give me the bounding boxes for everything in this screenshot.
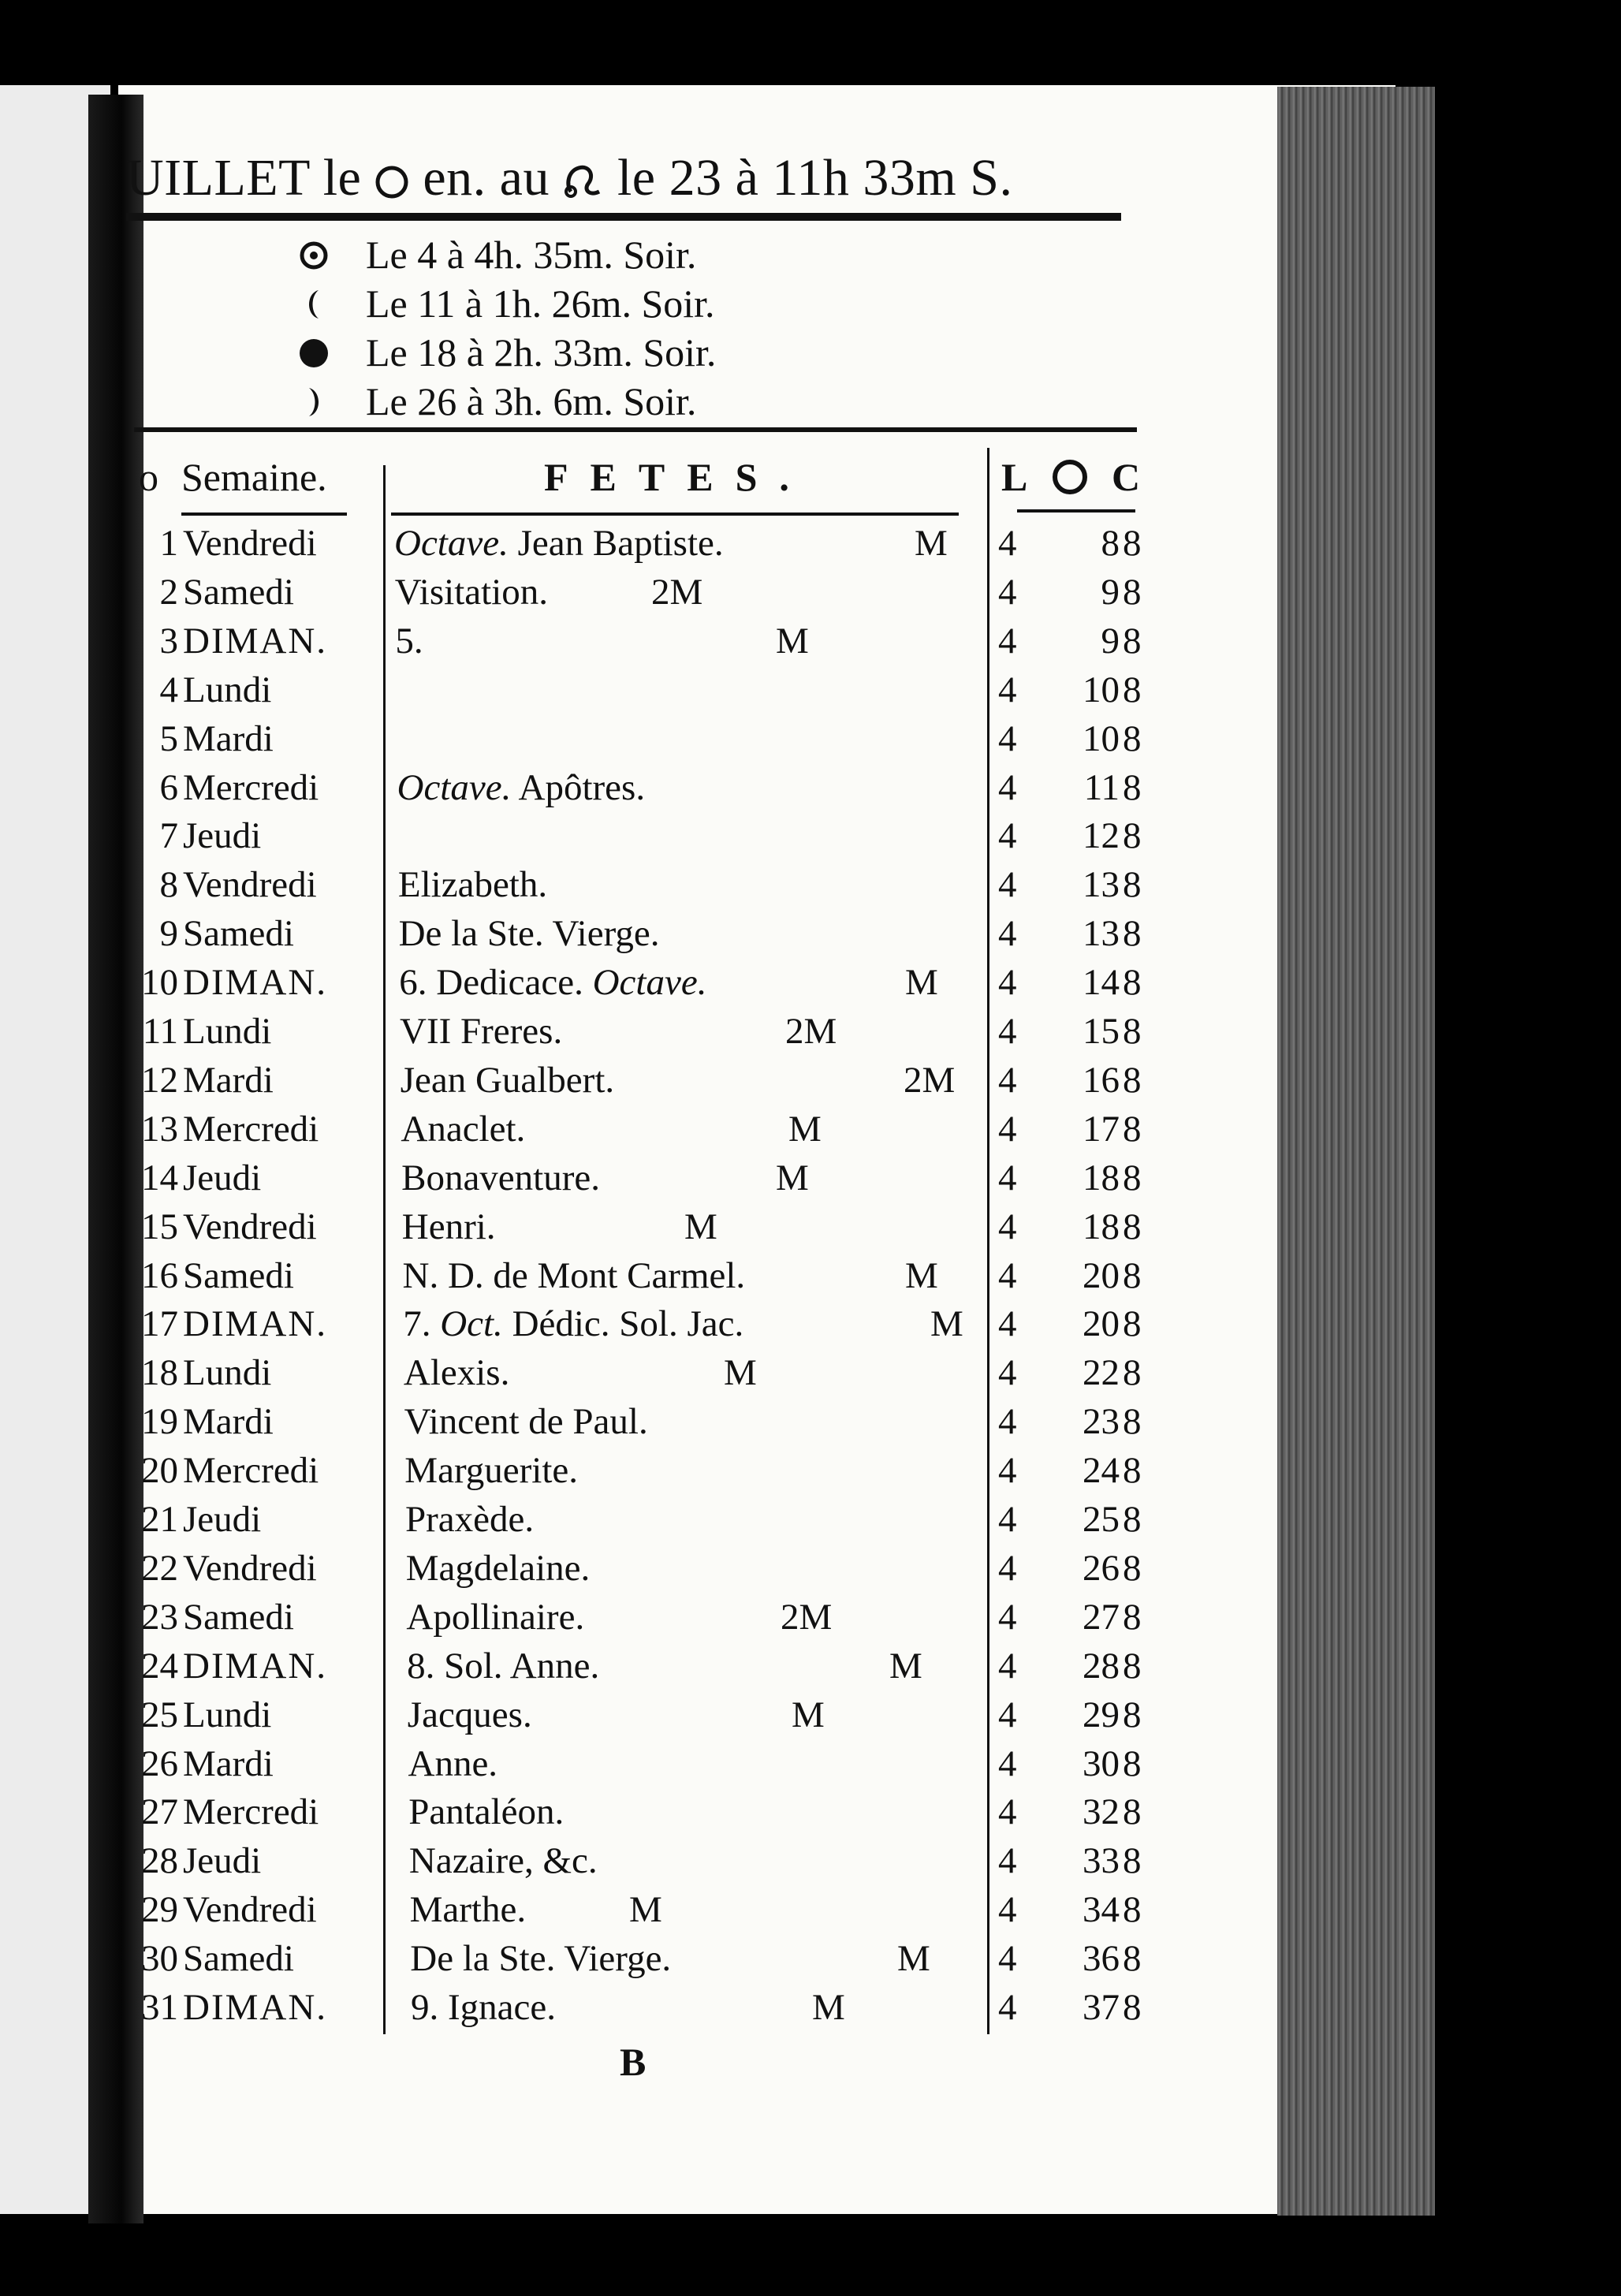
phase-text: Le 11 à 1h. 26m. Soir. [366, 281, 715, 326]
day-number: 26 [141, 1743, 178, 1784]
sun-value: 27 [1083, 1597, 1120, 1638]
c-value: 8 [1123, 1597, 1142, 1638]
calendar-row [0, 1645, 1621, 1694]
mass-mark: M [788, 1109, 822, 1150]
mass-mark: 2M [651, 572, 703, 613]
feast-cell [394, 522, 724, 565]
l-value: 4 [998, 1011, 1017, 1052]
feast-name: Dédic. Sol. Jac. [512, 1303, 744, 1344]
c-value: 8 [1123, 1938, 1142, 1979]
sun-value: 12 [1083, 815, 1120, 856]
column-header-feasts: FETES. [544, 455, 811, 499]
day-number: 15 [141, 1206, 178, 1247]
feast-name: 6. Dedicace. [399, 962, 583, 1003]
mass-mark: M [724, 1352, 757, 1393]
c-value: 8 [1123, 572, 1142, 613]
c-value: 8 [1123, 1157, 1142, 1198]
sun-value: 30 [1083, 1743, 1120, 1784]
feast-cell [404, 1351, 509, 1394]
sun-value: 28 [1083, 1646, 1120, 1687]
feast-cell [408, 1694, 532, 1736]
feast-cell [401, 1157, 600, 1199]
feast-cell [405, 1498, 534, 1541]
mass-mark: 2M [781, 1597, 833, 1638]
l-value: 4 [998, 1255, 1017, 1296]
weekday: Vendredi [183, 1548, 317, 1589]
weekday: Mercredi [183, 767, 319, 808]
feast-name: De la Ste. Vierge. [398, 913, 660, 954]
day-number: 4 [159, 669, 178, 710]
calendar-row [0, 1206, 1621, 1254]
weekday: Vendredi [183, 523, 317, 564]
feast-name: Visitation. [394, 572, 548, 613]
feast-cell [409, 1839, 598, 1882]
weekday: Mardi [183, 1743, 274, 1784]
calendar-row [0, 814, 1621, 863]
weekday: Vendredi [183, 864, 317, 905]
feast-name: Alexis. [403, 1352, 510, 1393]
day-number: 13 [141, 1109, 178, 1150]
l-value: 4 [998, 1060, 1017, 1101]
sun-value: 9 [1101, 572, 1120, 613]
feast-cell [398, 863, 547, 906]
day-number: 6 [159, 767, 178, 808]
sun-value: 24 [1083, 1450, 1120, 1491]
day-number: 24 [141, 1646, 178, 1687]
c-value: 8 [1123, 767, 1142, 808]
day-number: 22 [141, 1548, 178, 1589]
feast-cell [406, 1596, 584, 1638]
feast-name: Henri. [401, 1206, 496, 1247]
l-value: 4 [998, 1109, 1017, 1150]
column-header-c: C [1112, 455, 1141, 499]
full-moon-icon [298, 240, 330, 271]
feast-octave: Octave. [394, 523, 509, 564]
calendar-row [0, 522, 1621, 571]
calendar-row [0, 1254, 1621, 1303]
l-value: 4 [998, 1743, 1017, 1784]
l-value: 4 [998, 1694, 1017, 1735]
sun-icon [375, 148, 409, 208]
sun-value: 16 [1083, 1060, 1120, 1101]
calendar-row [0, 571, 1621, 620]
weekday: DIMAN. [183, 962, 328, 1003]
c-value: 8 [1123, 1889, 1142, 1930]
c-value: 8 [1123, 1011, 1142, 1052]
feast-name: Vincent de Paul. [404, 1401, 648, 1442]
c-value: 8 [1123, 1791, 1142, 1832]
day-number: 21 [141, 1499, 178, 1540]
l-value: 4 [998, 864, 1017, 905]
calendar-row [0, 1157, 1621, 1206]
c-value: 8 [1123, 523, 1142, 564]
l-value: 4 [998, 1401, 1017, 1442]
feast-name: 5. [395, 621, 423, 662]
sun-value: 10 [1083, 718, 1120, 759]
weekday: Lundi [183, 1011, 272, 1052]
mass-mark: M [776, 621, 809, 662]
l-value: 4 [998, 1840, 1017, 1881]
weekday: DIMAN. [183, 1987, 328, 2028]
l-value: 4 [998, 1548, 1017, 1589]
feast-name: Magdelaine. [405, 1548, 591, 1589]
day-number: 23 [141, 1597, 178, 1638]
mass-mark: M [629, 1889, 662, 1930]
sun-value: 13 [1083, 913, 1120, 954]
mass-mark: M [889, 1646, 922, 1687]
calendar-row [0, 1547, 1621, 1596]
feast-cell [408, 1791, 564, 1833]
feast-name: Jean Baptiste. [517, 523, 724, 564]
sun-value: 11 [1083, 767, 1120, 808]
weekday: Mardi [183, 718, 274, 759]
c-value: 8 [1123, 1303, 1142, 1344]
l-value: 4 [998, 1597, 1017, 1638]
feast-cell [410, 1937, 671, 1980]
l-value: 4 [998, 1938, 1017, 1979]
sun-value: 15 [1083, 1011, 1120, 1052]
feast-octave: Oct. [440, 1303, 503, 1344]
day-number: 19 [141, 1401, 178, 1442]
calendar-row [0, 1596, 1621, 1645]
l-value: 4 [998, 572, 1017, 613]
weekday: Vendredi [183, 1206, 317, 1247]
day-number: 30 [141, 1938, 178, 1979]
l-value: 4 [998, 523, 1017, 564]
calendar-row [0, 1303, 1621, 1351]
calendar-row [0, 1108, 1621, 1157]
mass-mark: M [792, 1694, 825, 1735]
day-number: 31 [141, 1987, 178, 2028]
feast-name: De la Ste. Vierge. [410, 1938, 672, 1979]
c-value: 8 [1123, 1401, 1142, 1442]
sun-value: 17 [1083, 1109, 1120, 1150]
sun-value: 10 [1083, 669, 1120, 710]
l-value: 4 [998, 1206, 1017, 1247]
weekday: Mardi [183, 1060, 274, 1101]
c-value: 8 [1123, 913, 1142, 954]
c-value: 8 [1123, 1840, 1142, 1881]
weekday: Jeudi [183, 1157, 262, 1198]
feast-name: Jacques. [407, 1694, 532, 1735]
day-number: 14 [141, 1157, 178, 1198]
weekday: Jeudi [183, 815, 262, 856]
calendar-row [0, 718, 1621, 766]
weekday: Vendredi [183, 1889, 317, 1930]
feast-cell [395, 571, 548, 613]
feast-cell [407, 1645, 599, 1687]
feast-name: Elizabeth. [397, 864, 548, 905]
calendar-row [0, 1937, 1621, 1986]
weekday: Samedi [183, 572, 294, 613]
weekday: Mercredi [183, 1791, 319, 1832]
last-quarter-icon [298, 289, 330, 320]
c-value: 8 [1123, 1450, 1142, 1491]
l-value: 4 [998, 962, 1017, 1003]
calendar-row [0, 1742, 1621, 1791]
day-number: 12 [141, 1060, 178, 1101]
l-value: 4 [998, 1450, 1017, 1491]
column-header-sun [1050, 454, 1090, 500]
weekday: DIMAN. [183, 621, 328, 662]
feast-cell [411, 1986, 556, 2029]
feast-name: Anaclet. [401, 1109, 526, 1150]
phase-text: Le 26 à 3h. 6m. Soir. [366, 379, 697, 423]
day-number: 9 [159, 913, 178, 954]
feast-cell [395, 620, 423, 662]
c-value: 8 [1123, 1499, 1142, 1540]
day-number: 5 [159, 718, 178, 759]
feast-name: Praxède. [405, 1499, 535, 1540]
c-value: 8 [1123, 1206, 1142, 1247]
c-value: 8 [1123, 621, 1142, 662]
weekday: Samedi [183, 913, 294, 954]
feast-cell [399, 961, 706, 1004]
feasts-header-rule [391, 512, 959, 516]
mass-mark: 2M [904, 1060, 956, 1101]
feast-name: 8. Sol. Anne. [407, 1646, 600, 1687]
c-value: 8 [1123, 864, 1142, 905]
day-number: 17 [141, 1303, 178, 1344]
sun-value: 9 [1101, 621, 1120, 662]
l-value: 4 [998, 1157, 1017, 1198]
sun-value: 20 [1083, 1303, 1120, 1344]
calendar-row [0, 1059, 1621, 1108]
header-enters: en. au [423, 149, 550, 207]
day-number: 3 [159, 621, 178, 662]
signature-mark: B [620, 2040, 647, 2084]
feast-octave: Octave. [397, 767, 512, 808]
weekday: Mercredi [183, 1450, 319, 1491]
c-value: 8 [1123, 1060, 1142, 1101]
l-value: 4 [998, 767, 1017, 808]
week-header-rule [181, 512, 347, 516]
sun-value: 20 [1083, 1255, 1120, 1296]
weekday: DIMAN. [183, 1646, 328, 1687]
c-value: 8 [1123, 815, 1142, 856]
feast-name: N. D. de Mont Carmel. [402, 1255, 746, 1296]
calendar-row [0, 1400, 1621, 1449]
feast-cell [401, 1059, 614, 1101]
feast-name: Anne. [408, 1743, 498, 1784]
weekday: DIMAN. [183, 1303, 328, 1344]
mass-mark: M [930, 1303, 963, 1344]
feast-cell [406, 1547, 591, 1590]
sun-value: 18 [1083, 1206, 1120, 1247]
l-value: 4 [998, 913, 1017, 954]
feast-name: Marthe. [409, 1889, 527, 1930]
l-value: 4 [998, 1303, 1017, 1344]
sun-value: 34 [1083, 1889, 1120, 1930]
calendar-row [0, 1449, 1621, 1498]
feast-name: Apôtres. [518, 767, 646, 808]
sun-header-rule [1017, 509, 1135, 512]
weekday: Jeudi [183, 1840, 262, 1881]
sun-value: 25 [1083, 1499, 1120, 1540]
weekday: Lundi [183, 1694, 272, 1735]
mass-mark: M [915, 523, 948, 564]
leo-sign-icon [563, 148, 604, 208]
day-number: 7 [159, 815, 178, 856]
table-top-rule [134, 427, 1137, 432]
feast-name: Bonaventure. [401, 1157, 600, 1198]
first-quarter-icon [298, 386, 330, 418]
c-value: 8 [1123, 1109, 1142, 1150]
calendar-row [0, 1839, 1621, 1888]
l-value: 4 [998, 815, 1017, 856]
c-value: 8 [1123, 669, 1142, 710]
feast-octave: Octave. [592, 962, 707, 1003]
feast-cell [400, 1010, 562, 1053]
column-header-number: o [139, 455, 158, 499]
feast-name: 7. [403, 1303, 431, 1344]
day-number: 18 [141, 1352, 178, 1393]
sun-value: 14 [1083, 962, 1120, 1003]
day-number: 27 [141, 1791, 178, 1832]
month-name: UILLET [126, 149, 310, 207]
header-rule [126, 213, 1121, 221]
feast-cell [404, 1449, 578, 1492]
feast-cell [410, 1888, 526, 1931]
l-value: 4 [998, 1791, 1017, 1832]
header-le: le [322, 149, 362, 207]
calendar-row [0, 961, 1621, 1010]
day-number: 25 [141, 1694, 178, 1735]
mass-mark: M [776, 1157, 809, 1198]
calendar-row [0, 912, 1621, 961]
c-value: 8 [1123, 1694, 1142, 1735]
weekday: Samedi [183, 1597, 294, 1638]
mass-mark: M [905, 1255, 938, 1296]
c-value: 8 [1123, 1743, 1142, 1784]
sun-value: 26 [1083, 1548, 1120, 1589]
day-number: 28 [141, 1840, 178, 1881]
sun-value: 8 [1101, 523, 1120, 564]
sun-value: 22 [1083, 1352, 1120, 1393]
c-value: 8 [1123, 1255, 1142, 1296]
mass-mark: M [812, 1987, 845, 2028]
l-value: 4 [998, 718, 1017, 759]
feast-cell [397, 766, 646, 809]
calendar-row [0, 1986, 1621, 2035]
day-number: 16 [141, 1255, 178, 1296]
c-value: 8 [1123, 1352, 1142, 1393]
feast-cell [403, 1303, 743, 1345]
feast-cell [399, 912, 660, 955]
day-number: 29 [141, 1889, 178, 1930]
weekday: Lundi [183, 669, 272, 710]
mass-mark: M [897, 1938, 930, 1979]
day-number: 11 [142, 1011, 178, 1052]
column-header-l: L [1001, 455, 1028, 499]
feast-name: Nazaire, &c. [408, 1840, 598, 1881]
feast-cell [401, 1108, 525, 1150]
phase-text: Le 4 à 4h. 35m. Soir. [366, 233, 697, 277]
calendar-row [0, 1010, 1621, 1059]
column-header-week: Semaine. [181, 455, 327, 499]
sun-value: 33 [1083, 1840, 1120, 1881]
weekday: Lundi [183, 1352, 272, 1393]
l-value: 4 [998, 621, 1017, 662]
mass-mark: M [684, 1206, 717, 1247]
day-number: 1 [159, 523, 178, 564]
feast-name: Jean Gualbert. [400, 1060, 615, 1101]
weekday: Mercredi [183, 1109, 319, 1150]
phase-text: Le 18 à 2h. 33m. Soir. [366, 330, 717, 375]
sun-value: 18 [1083, 1157, 1120, 1198]
feast-name: Apollinaire. [406, 1597, 585, 1638]
feast-cell [404, 1400, 648, 1443]
header-entry-time: le 23 à 11h 33m S. [617, 149, 1013, 207]
feast-name: Marguerite. [404, 1450, 578, 1491]
day-number: 2 [159, 572, 178, 613]
feast-cell [403, 1254, 746, 1297]
calendar-row [0, 669, 1621, 718]
month-header [126, 148, 1135, 208]
day-number: 8 [159, 864, 178, 905]
feast-cell [408, 1742, 498, 1785]
c-value: 8 [1123, 1548, 1142, 1589]
l-value: 4 [998, 1352, 1017, 1393]
calendar-row [0, 1694, 1621, 1742]
calendar-row [0, 766, 1621, 815]
feast-name: Pantaléon. [408, 1791, 565, 1832]
calendar-row [0, 863, 1621, 912]
c-value: 8 [1123, 962, 1142, 1003]
sun-value: 23 [1083, 1401, 1120, 1442]
feast-name: 9. Ignace. [411, 1987, 556, 2028]
feast-cell [402, 1206, 496, 1248]
calendar-row [0, 1351, 1621, 1400]
calendar-row [0, 1791, 1621, 1839]
new-moon-icon [298, 337, 330, 369]
sun-value: 36 [1083, 1938, 1120, 1979]
weekday: Jeudi [183, 1499, 262, 1540]
weekday: Samedi [183, 1255, 294, 1296]
c-value: 8 [1123, 1987, 1142, 2028]
sun-value: 29 [1083, 1694, 1120, 1735]
weekday: Samedi [183, 1938, 294, 1979]
l-value: 4 [998, 1499, 1017, 1540]
mass-mark: M [905, 962, 938, 1003]
sun-value: 37 [1083, 1987, 1120, 2028]
weekday: Mardi [183, 1401, 274, 1442]
l-value: 4 [998, 1987, 1017, 2028]
day-number: 20 [141, 1450, 178, 1491]
calendar-row [0, 620, 1621, 669]
sun-value: 32 [1083, 1791, 1120, 1832]
c-value: 8 [1123, 1646, 1142, 1687]
c-value: 8 [1123, 718, 1142, 759]
sun-value: 13 [1083, 864, 1120, 905]
l-value: 4 [998, 669, 1017, 710]
l-value: 4 [998, 1889, 1017, 1930]
day-number: 10 [141, 962, 178, 1003]
feast-name: VII Freres. [400, 1011, 563, 1052]
l-value: 4 [998, 1646, 1017, 1687]
calendar-row [0, 1888, 1621, 1937]
calendar-row [0, 1498, 1621, 1547]
mass-mark: 2M [785, 1011, 837, 1052]
